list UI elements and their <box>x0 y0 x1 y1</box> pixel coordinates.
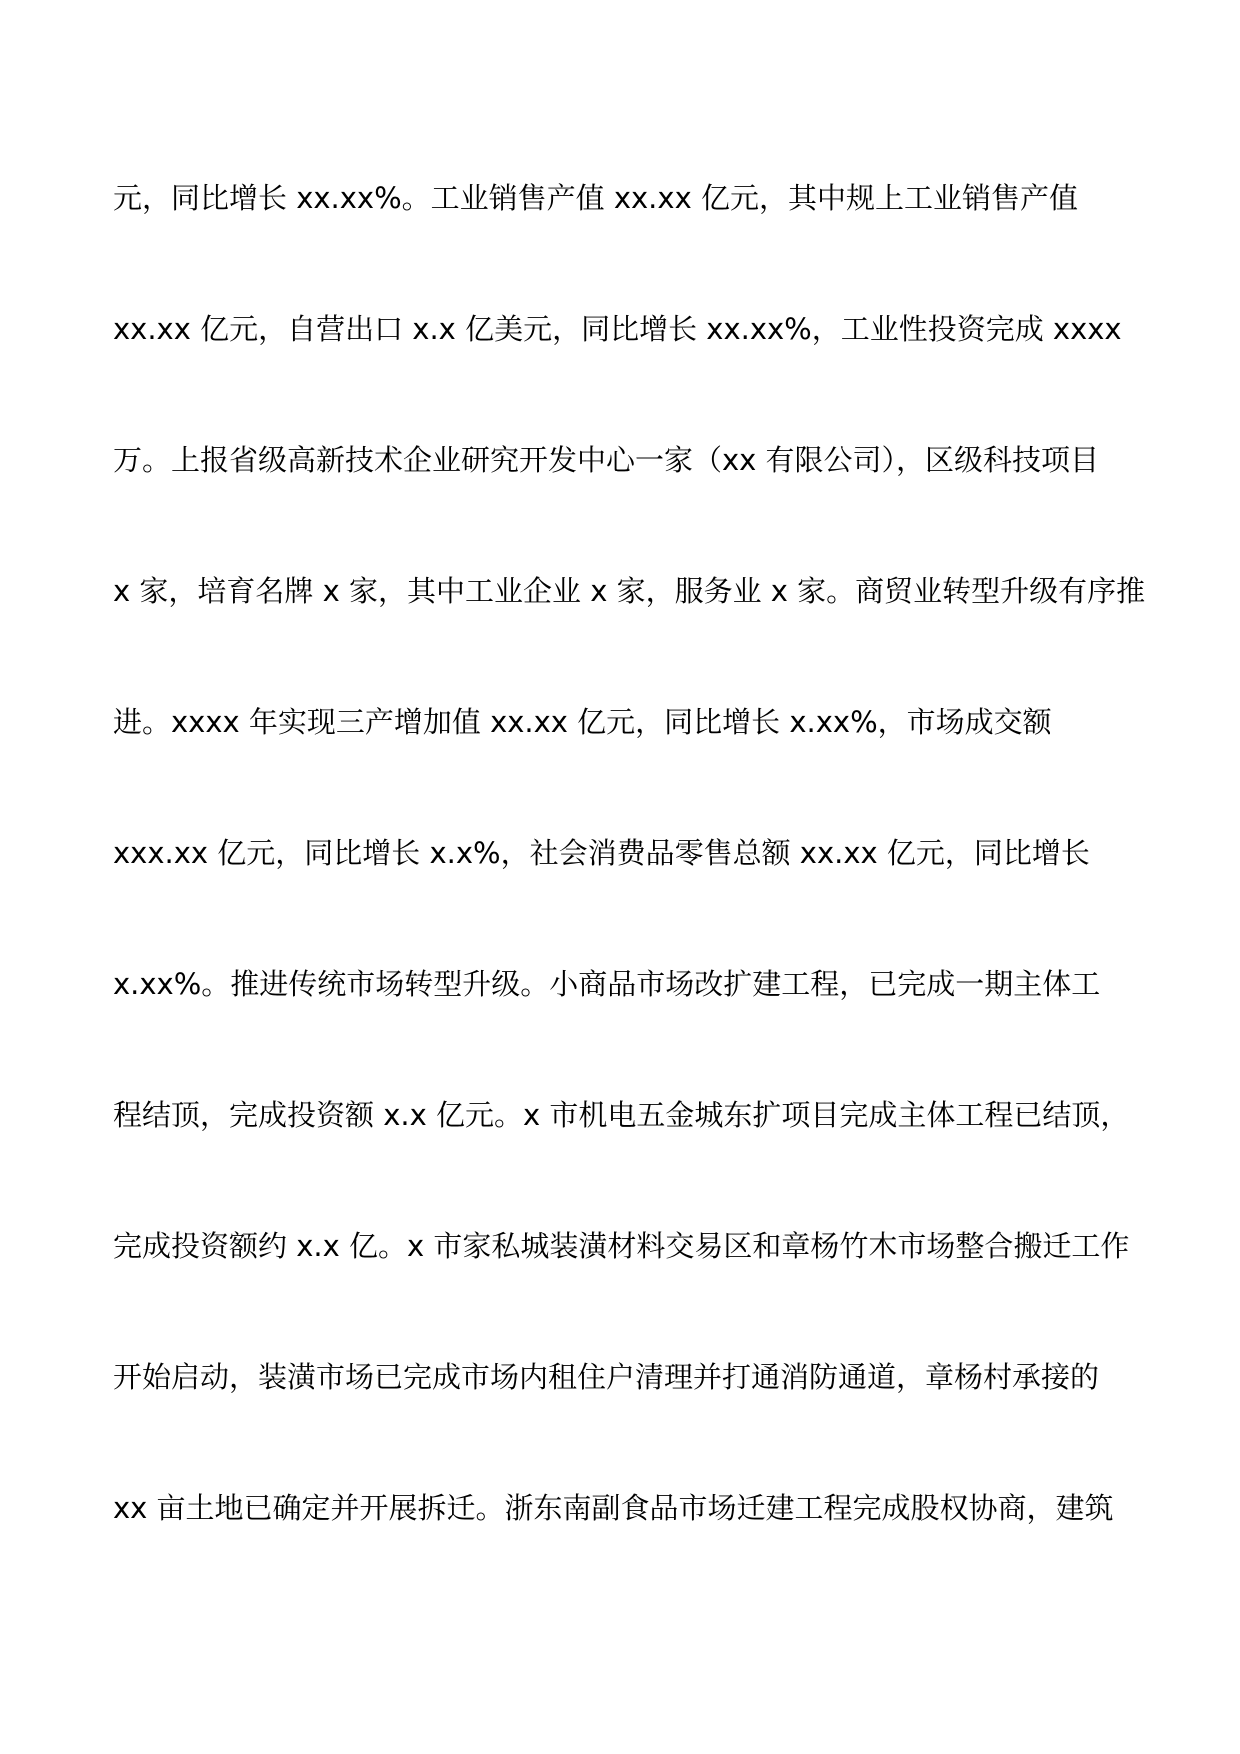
text-line: 程结顶，完成投资额 x.x 亿元。x 市机电五金城东扩项目完成主体工程已结顶， <box>113 1098 1130 1132</box>
text-line: 万。上报省级高新技术企业研究开发中心一家（xx 有限公司），区级科技项目 <box>113 443 1100 477</box>
text-line: x.xx%。推进传统市场转型升级。小商品市场改扩建工程，已完成一期主体工 <box>113 967 1101 1001</box>
text-line: xx.xx 亿元，自营出口 x.x 亿美元，同比增长 xx.xx%，工业性投资完成 xxxx <box>113 312 1122 346</box>
text-line: 元，同比增长 xx.xx%。工业销售产值 xx.xx 亿元，其中规上工业销售产值 <box>113 181 1078 215</box>
text-line: xxx.xx 亿元，同比增长 x.x%，社会消费品零售总额 xx.xx 亿元，同比增长 <box>113 836 1090 870</box>
text-line: 进。xxxx 年实现三产增加值 xx.xx 亿元，同比增长 x.xx%，市场成交额 <box>113 705 1052 739</box>
text-line: x 家，培育名牌 x 家，其中工业企业 x 家，服务业 x 家。商贸业转型升级有序推 <box>113 574 1146 608</box>
text-line: 开始启动，装潢市场已完成市场内租住户清理并打通消防通道，章杨村承接的 <box>113 1360 1100 1394</box>
document-body <box>113 168 1146 1609</box>
text-line: 完成投资额约 x.x 亿。x 市家私城装潢材料交易区和章杨竹木市场整合搬迁工作 <box>113 1229 1130 1263</box>
text-line: xx 亩土地已确定并开展拆迁。浙东南副食品市场迁建工程完成股权协商，建筑 <box>113 1491 1114 1525</box>
